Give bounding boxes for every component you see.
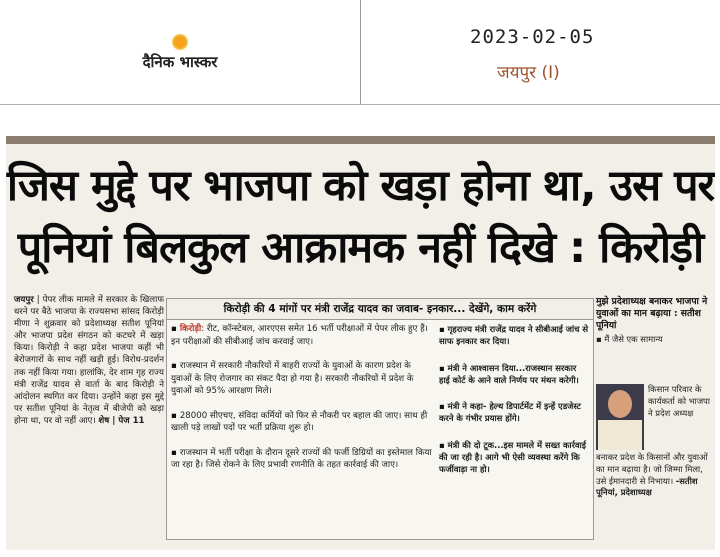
article-body: पेपर लीक मामले में सरकार के खिलाफ धरने पर बैठे भाजपा के राज्यसभा सांसद किरोड़ी मीणा ने शुक्रवार को प्रदेशाध्यक्ष सतीश पूनियां और भाजपा प्रदेश संगठन को कटघरे में खड़ा किया। किरोड़ी ने कहा प्रदेश भाजपा कहीं भी बेरोजगारों के साथ नहीं खड़ी हुई। विरोध-प्रदर्शन तक नहीं किया गया। हालांकि, देर शाम गृह राज्य मंत्री राजेंद्र यादव से वार्ता के बाद किरोड़ी ने आंदोलन स्थगित कर दिया। उन्होंने कहा इस मुद्दे पर सतीश पूनियां के नेतृत्व में बीजेपी को खड़ा होना था, पर वो नहीं आए। xyxy=(14,295,164,426)
sidebar-body-upper: किसान परिवार के कार्यकर्ता को भाजपा ने प्रदेश अध्यक्ष xyxy=(648,384,710,418)
demand-item: ▪ राजस्थान में भर्ती परीक्षा के दौरान दूसरे राज्यों की फर्जी डिग्रियों का इस्तेमाल किया जा रहा है। जिसे रोकने के लिए प्रभावी रणनीति के तहत कार्रवाई की जाए। xyxy=(171,447,432,470)
header-divider xyxy=(360,0,361,104)
demand-item: ▪ राजस्थान में सरकारी नौकरियों में बाहरी राज्यों के युवाओं के कारण प्रदेश के युवाओं के लिए रोजगार का संकट पैदा हो गया है। सरकारी नौकरियों में प्रदेश के युवाओं को 95% आरक्षण मिले। xyxy=(171,361,414,396)
sidebar-heading: मुझे प्रदेशाध्यक्ष बनाकर भाजपा ने युवाओं का मान बढ़ाया : सतीश पूनियां xyxy=(596,296,708,331)
sidebar-quote xyxy=(596,296,714,498)
header-rule xyxy=(0,104,720,105)
response-item: ▪ मंत्री ने आश्वासन दिया...राजस्थान सरकार हाई कोर्ट के आने वाले निर्णय पर मंथन करेगी। xyxy=(439,362,579,385)
edition-label: जयपुर (I) xyxy=(497,63,560,83)
logo-text: दैनिक भास्कर xyxy=(142,53,218,71)
response-item: ▪ मंत्री की दो टूक...इस मामले में सख्त कार्रवाई की जा रही है। आगे भी ऐसी व्यवस्था करेंगे कि फर्जीवाड़ा ना हो। xyxy=(439,439,586,475)
header xyxy=(0,0,720,108)
response-item: ▪ मंत्री ने कहा- हेल्थ डिपार्टमेंट में इन्हें एडजेस्ट करने के गंभीर प्रयास होंगे। xyxy=(439,401,581,424)
sidebar-intro: ▪ मैं जैसे एक सामान्य xyxy=(596,334,663,344)
portrait-shirt xyxy=(598,420,642,450)
sidebar-signature: -सतीश पूनियां, प्रदेशाध्यक्ष xyxy=(596,475,698,498)
demands-column xyxy=(171,323,433,484)
news-clipping xyxy=(6,136,715,550)
response-item: ▪ गृहराज्य मंत्री राजेंद्र यादव ने सीबीआई जांच से साफ इनकार कर दिया। xyxy=(439,324,589,347)
demands-box-title: किरोड़ी की 4 मांगों पर मंत्री राजेंद्र यादव का जवाब- इनकार... देखेंगे, काम करेंगे xyxy=(167,299,593,320)
headline-line-2: पूनियां बिलकुल आक्रामक नहीं दिखे : किरोड़ी xyxy=(17,223,704,273)
portrait-photo xyxy=(596,384,644,450)
demand-item: ▪ किरोड़ी: रीट, कॉन्स्टेबल, आरएएस समेत 16 भर्ती परीक्षाओं में पेपर लीक हुए हैं। इन परीक्षाओं की सीबीआई जांच करवाई जाए। xyxy=(171,324,428,347)
headline-line-1: जिस मुद्दे पर भाजपा को खड़ा होना था, उस पर xyxy=(6,161,715,211)
sidebar-body-lower: बनाकर प्रदेश के किसानों और युवाओं का मान बढ़ाया है। जो जिम्मा मिला, उसे ईमानदारी से निभाया। -सतीश पूनियां, प्रदेशाध्यक्ष xyxy=(596,452,708,498)
continuation-note: शेष | पेज 11 xyxy=(98,415,145,426)
sun-icon xyxy=(172,34,188,50)
dateline: जयपुर xyxy=(14,295,34,305)
left-article-column: जयपुर | पेपर लीक मामले में सरकार के खिलाफ धरने पर बैठे भाजपा के राज्यसभा सांसद किरोड़ी मीणा ने शुक्रवार को प्रदेशाध्यक्ष सतीश पूनियां और भाजपा प्रदेश संगठन को कटघरे में खड़ा किया। किरोड़ी ने कहा प्रदेश भाजपा कहीं भी बेरोजगारों के साथ नहीं खड़ी हुई। विरोध-प्रदर्शन तक नहीं किया गया। हालांकि, देर शाम गृह राज्य मंत्री राजेंद्र यादव से वार्ता के बाद किरोड़ी ने आंदोलन स्थगित कर दिया। उन्होंने कहा इस मुद्दे पर सतीश पूनियां के नेतृत्व में बीजेपी को खड़ा होना था, पर वो नहीं आए। शेष | पेज 11 xyxy=(14,295,164,426)
responses-column xyxy=(439,323,589,490)
demands-box xyxy=(166,298,594,540)
publication-date: 2023-02-05 xyxy=(470,26,595,48)
newspaper-logo xyxy=(120,32,240,80)
demand-item: ▪ 28000 सीएचए, संविदा कर्मियों को फिर से नौकरी पर बहाल की जाए। साथ ही खाली पड़े लाखों पदों पर भर्ती प्रक्रिया शुरू हो। xyxy=(171,410,428,433)
portrait-face xyxy=(608,390,632,418)
clipping-top-strip xyxy=(6,136,715,144)
